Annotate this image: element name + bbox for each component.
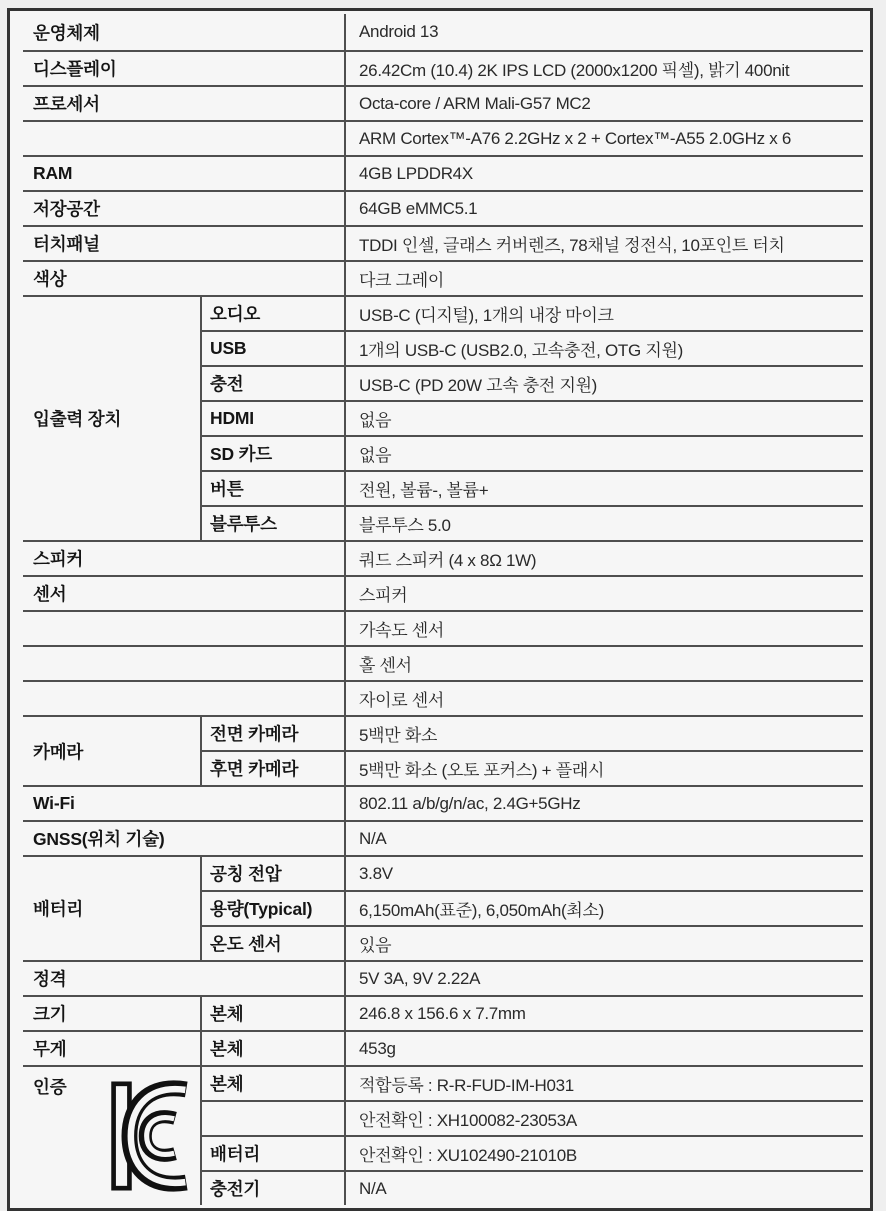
- spec-label-cell: 정격: [23, 961, 345, 996]
- spec-row: [23, 121, 863, 156]
- spec-row: [23, 646, 863, 681]
- spec-sub-cell: 본체: [201, 1031, 345, 1066]
- spec-value-cell: 블루투스 5.0: [345, 506, 863, 541]
- spec-value-cell: 1개의 USB-C (USB2.0, 고속충전, OTG 지원): [345, 331, 863, 366]
- spec-row: [23, 681, 863, 716]
- spec-sub-cell: 후면 카메라: [201, 751, 345, 786]
- spec-value-cell: 5백만 화소 (오토 포커스) + 플래시: [345, 751, 863, 786]
- spec-row: [23, 1031, 863, 1066]
- spec-sub-cell: HDMI: [201, 401, 345, 436]
- spec-sub-cell: 공칭 전압: [201, 856, 345, 891]
- spec-label-cell: 카메라: [23, 716, 201, 786]
- spec-label-cell: 무게: [23, 1031, 201, 1066]
- spec-row: [23, 611, 863, 646]
- spec-sub-cell: 배터리: [201, 1136, 345, 1171]
- spec-value-cell: 전원, 볼륨-, 볼륨+: [345, 471, 863, 506]
- spec-row: [23, 156, 863, 191]
- spec-label-cell: [23, 611, 345, 646]
- spec-sub-cell: 전면 카메라: [201, 716, 345, 751]
- spec-label-cell: 크기: [23, 996, 201, 1031]
- spec-value-cell: TDDI 인셀, 글래스 커버렌즈, 78채널 정전식, 10포인트 터치: [345, 226, 863, 261]
- spec-row: [23, 961, 863, 996]
- spec-value-cell: 26.42Cm (10.4) 2K IPS LCD (2000x1200 픽셀), 밝기 400nit: [345, 51, 863, 86]
- spec-sub-cell: 블루투스: [201, 506, 345, 541]
- spec-value-cell: 4GB LPDDR4X: [345, 156, 863, 191]
- spec-label-cell: 터치패널: [23, 226, 345, 261]
- spec-row: [23, 51, 863, 86]
- spec-value-cell: 자이로 센서: [345, 681, 863, 716]
- spec-sub-cell: 용량(Typical): [201, 891, 345, 926]
- spec-value-cell: Octa-core / ARM Mali-G57 MC2: [345, 86, 863, 121]
- spec-value-cell: 쿼드 스피커 (4 x 8Ω 1W): [345, 541, 863, 576]
- spec-value-cell: 안전확인 : XU102490-21010B: [345, 1136, 863, 1171]
- spec-value-cell: 3.8V: [345, 856, 863, 891]
- spec-row: [23, 856, 863, 891]
- spec-sub-cell: USB: [201, 331, 345, 366]
- spec-label-cell: 센서: [23, 576, 345, 611]
- spec-sub-cell: 오디오: [201, 296, 345, 331]
- spec-value-cell: 64GB eMMC5.1: [345, 191, 863, 226]
- spec-table: [23, 14, 863, 1205]
- spec-sub-cell: 본체: [201, 996, 345, 1031]
- certification-cell: [23, 1066, 201, 1205]
- spec-value-cell: 6,150mAh(표준), 6,050mAh(최소): [345, 891, 863, 926]
- spec-value-cell: 안전확인 : XH100082-23053A: [345, 1101, 863, 1136]
- spec-value-cell: N/A: [345, 821, 863, 856]
- spec-value-cell: 가속도 센서: [345, 611, 863, 646]
- spec-label-cell: [23, 121, 345, 156]
- spec-label-cell: 입출력 장치: [23, 296, 201, 541]
- spec-sub-cell: [201, 1101, 345, 1136]
- spec-value-cell: USB-C (PD 20W 고속 충전 지원): [345, 366, 863, 401]
- spec-row: [23, 86, 863, 121]
- spec-row: [23, 296, 863, 331]
- spec-row: [23, 261, 863, 296]
- spec-value-cell: ARM Cortex™-A76 2.2GHz x 2 + Cortex™-A55 2.0GHz x 6: [345, 121, 863, 156]
- spec-sub-cell: 버튼: [201, 471, 345, 506]
- spec-value-cell: Android 13: [345, 14, 863, 51]
- spec-sub-cell: 충전기: [201, 1171, 345, 1205]
- spec-value-cell: 802.11 a/b/g/n/ac, 2.4G+5GHz: [345, 786, 863, 821]
- spec-value-cell: 적합등록 : R-R-FUD-IM-H031: [345, 1066, 863, 1101]
- spec-value-cell: 없음: [345, 436, 863, 471]
- spec-row: [23, 576, 863, 611]
- spec-label-cell: Wi-Fi: [23, 786, 345, 821]
- spec-label-cell: 배터리: [23, 856, 201, 961]
- spec-label-cell: 운영체제: [23, 14, 345, 51]
- spec-sub-cell: 온도 센서: [201, 926, 345, 961]
- spec-value-cell: 5V 3A, 9V 2.22A: [345, 961, 863, 996]
- spec-row: [23, 996, 863, 1031]
- spec-value-cell: N/A: [345, 1171, 863, 1205]
- spec-label-cell: RAM: [23, 156, 345, 191]
- spec-value-cell: 다크 그레이: [345, 261, 863, 296]
- spec-table-frame: [7, 8, 873, 1211]
- spec-value-cell: 스피커: [345, 576, 863, 611]
- spec-value-cell: 453g: [345, 1031, 863, 1066]
- spec-value-cell: USB-C (디지털), 1개의 내장 마이크: [345, 296, 863, 331]
- spec-label-cell: 색상: [23, 261, 345, 296]
- spec-label-cell: 스피커: [23, 541, 345, 576]
- spec-row: [23, 821, 863, 856]
- spec-label-cell: GNSS(위치 기술): [23, 821, 345, 856]
- spec-value-cell: 있음: [345, 926, 863, 961]
- spec-sub-cell: 충전: [201, 366, 345, 401]
- kc-certification-icon: [108, 1079, 190, 1193]
- spec-value-cell: 없음: [345, 401, 863, 436]
- spec-sub-cell: SD 카드: [201, 436, 345, 471]
- spec-label-cell: 디스플레이: [23, 51, 345, 86]
- spec-row: [23, 541, 863, 576]
- spec-row: [23, 191, 863, 226]
- spec-label-cell: [23, 681, 345, 716]
- spec-row: [23, 1066, 863, 1101]
- spec-row: [23, 716, 863, 751]
- spec-row: [23, 786, 863, 821]
- spec-sub-cell: 본체: [201, 1066, 345, 1101]
- spec-row: [23, 14, 863, 51]
- spec-value-cell: 홀 센서: [345, 646, 863, 681]
- spec-row: [23, 226, 863, 261]
- certification-label: 인증: [33, 1077, 67, 1097]
- spec-label-cell: [23, 646, 345, 681]
- spec-label-cell: 저장공간: [23, 191, 345, 226]
- spec-label-cell: 프로세서: [23, 86, 345, 121]
- spec-value-cell: 246.8 x 156.6 x 7.7mm: [345, 996, 863, 1031]
- spec-value-cell: 5백만 화소: [345, 716, 863, 751]
